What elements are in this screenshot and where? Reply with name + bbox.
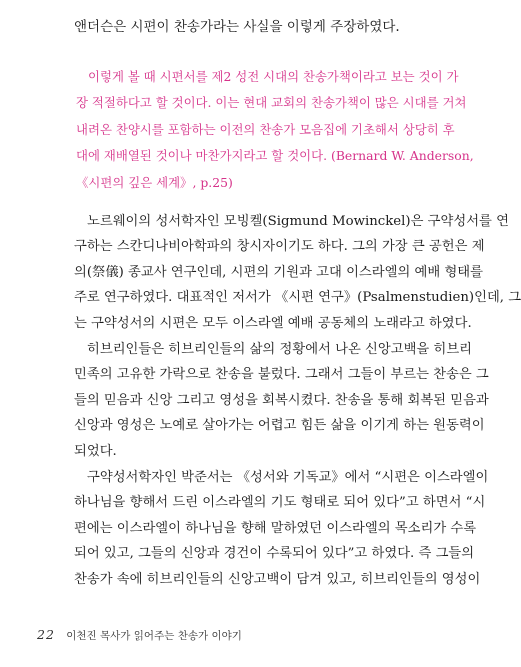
quote-citation-line: 《시편의 깊은 세계》, p.25): [76, 174, 233, 190]
quote-line: 대에 재배열된 것이나 마찬가지라고 할 것이다. (Bernard W. Anderson,: [76, 148, 474, 164]
text-line: 들의 믿음과 신앙 그리고 영성을 회복시켰다. 찬송을 통해 회복된 믿음과: [74, 392, 489, 408]
intro-sentence: 앤더슨은 시편이 찬송가라는 사실을 이렇게 주장하였다.: [74, 19, 400, 35]
text-line: 히브리인들은 히브리인들의 삶의 정황에서 나온 신앙고백을 히브리: [87, 342, 473, 358]
page-footer: [37, 627, 242, 643]
text-line: 편에는 이스라엘이 하나님을 향해 말하였던 이스라엘의 목소리가 수록: [74, 520, 477, 536]
text-line: 신앙과 영성은 노예로 살아가는 어렵고 힘든 삶을 이기게 하는 원동력이: [74, 418, 485, 434]
quote-line: 장 적절하다고 할 것이다. 이는 현대 교회의 찬송가책이 많은 시대를 거쳐: [76, 95, 467, 111]
running-title: 이천진 목사가 읽어주는 찬송가 이야기: [66, 630, 242, 642]
page-number: 22: [37, 627, 55, 642]
text-line: 는 구약성서의 시편은 모두 이스라엘 예배 공동체의 노래라고 하였다.: [74, 315, 472, 331]
text-line: 구하는 스칸디나비아학파의 창시자이기도 하다. 그의 가장 큰 공헌은 제: [74, 239, 485, 255]
paragraph-mowinckel: [74, 209, 521, 336]
paragraph-hebrews: [74, 337, 489, 464]
text-line: 민족의 고유한 가락으로 찬송을 불렀다. 그래서 그들이 부르는 찬송은 그: [74, 367, 489, 383]
text-line: 되어 있고, 그들의 신앙과 경건이 수록되어 있다”고 하였다. 즉 그들의: [74, 546, 475, 562]
text-line: 의(祭儀) 종교사 연구인데, 시편의 기원과 고대 이스라엘의 예배 형태를: [74, 264, 483, 280]
quote-line: 내려온 찬양시를 포함하는 이전의 찬송가 모음집에 기초해서 상당히 후: [76, 121, 455, 137]
text-line: 하나님을 향해서 드린 이스라엘의 기도 형태로 되어 있다”고 하면서 “시: [74, 495, 486, 511]
text-line: 찬송가 속에 히브리인들의 신앙고백이 담겨 있고, 히브리인들의 영성이: [74, 571, 481, 587]
block-quote: [76, 64, 474, 196]
body-text: [74, 209, 521, 593]
quote-line: 이렇게 볼 때 시편서를 제2 성전 시대의 찬송가책이라고 보는 것이 가: [88, 69, 459, 84]
text-line: 주로 연구하였다. 대표적인 저서가 《시편 연구》(Psalmenstudien)인데, 그: [74, 290, 521, 306]
text-line: 되었다.: [74, 443, 117, 459]
text-line: 구약성서학자인 박준서는 《성서와 기독교》에서 “시편은 이스라엘이: [87, 470, 489, 486]
paragraph-park-junseo: [74, 465, 489, 592]
text-line: 노르웨이의 성서학자인 모빙켈(Sigmund Mowinckel)은 구약성서를 연: [87, 214, 509, 229]
